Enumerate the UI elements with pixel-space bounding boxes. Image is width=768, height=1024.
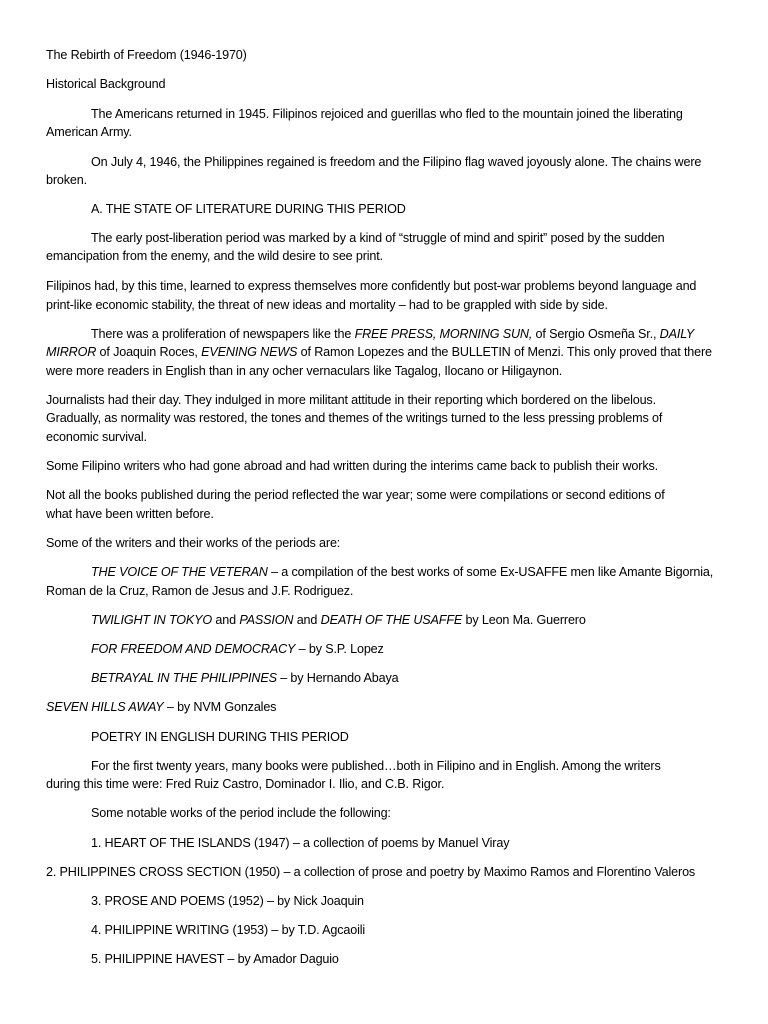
work-entry <box>91 564 713 580</box>
list-item: 5. PHILIPPINE HAVEST – by Amador Daguio <box>91 952 339 966</box>
work-title: THE VOICE OF THE VETERAN <box>91 565 268 579</box>
newspaper-title: MIRROR <box>46 345 97 359</box>
work-entry-continued: Roman de la Cruz, Ramon de Jesus and J.F. Rodriguez. <box>46 584 354 598</box>
list-item: 2. PHILIPPINES CROSS SECTION (1950) – a collection of prose and poetry by Maximo Ramos and Florentino Valeros <box>46 865 696 879</box>
list-item: 4. PHILIPPINE WRITING (1953) – by T.D. Agcaoili <box>91 923 366 937</box>
paragraph-line: For the first twenty years, many books were published…both in Filipino and in English. Among the writers <box>91 759 661 773</box>
work-title: BETRAYAL IN THE PHILIPPINES <box>91 671 277 685</box>
section-heading-state-of-literature: A. THE STATE OF LITERATURE DURING THIS PERIOD <box>91 202 406 216</box>
list-item: 3. PROSE AND POEMS (1952) – by Nick Joaquin <box>91 894 364 908</box>
text-run: – by NVM Gonzales <box>163 700 277 714</box>
paragraph-line: during this time were: Fred Ruiz Castro, Dominador I. Ilio, and C.B. Rigor. <box>46 777 445 791</box>
work-entry <box>91 641 384 657</box>
work-title: TWILIGHT IN TOKYO <box>91 613 213 627</box>
text-run: of Joaquin Roces, <box>96 345 202 359</box>
work-title: DEATH OF THE USAFFE <box>320 613 463 627</box>
text-run: of Sergio Osmeña Sr., <box>532 327 660 341</box>
paragraph-line: Filipinos had, by this time, learned to express themselves more confidently but post-war problems beyond language and <box>46 279 697 293</box>
paragraph-line: Some of the writers and their works of the periods are: <box>46 536 341 550</box>
work-title: PASSION <box>239 613 294 627</box>
paragraph-line: what have been written before. <box>46 507 214 521</box>
paragraph-line: The early post-liberation period was marked by a kind of “struggle of mind and spirit” posed by the sudden <box>91 231 665 245</box>
work-entry <box>91 612 586 628</box>
text-run: and <box>293 613 321 627</box>
paragraph-line: were more readers in English than in any ocher vernaculars like Tagalog, Ilocano or Hiligaynon. <box>46 364 563 378</box>
paragraph-line: On July 4, 1946, the Philippines regained is freedom and the Filipino flag waved joyously alone. The chains were <box>91 155 702 169</box>
newspaper-titles: FREE PRESS, MORNING SUN, <box>354 327 533 341</box>
paragraph-line: broken. <box>46 173 87 187</box>
work-entry <box>91 670 399 686</box>
paragraph-line: Some Filipino writers who had gone abroad and had written during the interims came back to publish their works. <box>46 459 658 473</box>
paragraph-line: Not all the books published during the period reflected the war year; some were compilations or second editions of <box>46 488 665 502</box>
newspaper-title: EVENING NEWS <box>201 345 298 359</box>
section-heading-poetry: POETRY IN ENGLISH DURING THIS PERIOD <box>91 730 349 744</box>
text-run: by Leon Ma. Guerrero <box>462 613 586 627</box>
text-run: – by S.P. Lopez <box>295 642 384 656</box>
paragraph-line <box>46 344 712 360</box>
paragraph-line: Some notable works of the period include the following: <box>91 806 391 820</box>
work-entry <box>46 699 276 715</box>
paragraph-line: Gradually, as normality was restored, the tones and themes of the writings turned to the less pressing problems of <box>46 411 663 425</box>
newspaper-title: DAILY <box>659 327 695 341</box>
text-run: There was a proliferation of newspapers like the <box>91 327 355 341</box>
section-heading-historical-background: Historical Background <box>46 77 166 91</box>
paragraph-line: print-like economic stability, the threat of new ideas and mortality – had to be grappled with side by side. <box>46 298 608 312</box>
text-run: and <box>212 613 240 627</box>
paragraph-line: Journalists had their day. They indulged in more militant attitude in their reporting which bordered on the libelous. <box>46 393 656 407</box>
work-title: FOR FREEDOM AND DEMOCRACY <box>91 642 296 656</box>
list-item: 1. HEART OF THE ISLANDS (1947) – a collection of poems by Manuel Viray <box>91 836 510 850</box>
text-run: – a compilation of the best works of some Ex-USAFFE men like Amante Bigornia, <box>267 565 714 579</box>
paragraph-line: emancipation from the enemy, and the wild desire to see print. <box>46 249 383 263</box>
paragraph-line: economic survival. <box>46 430 147 444</box>
paragraph-line: American Army. <box>46 125 132 139</box>
work-title: SEVEN HILLS AWAY <box>46 700 164 714</box>
text-run: of Ramon Lopezes and the BULLETIN of Menzi. This only proved that there <box>297 345 712 359</box>
paragraph-line: The Americans returned in 1945. Filipinos rejoiced and guerillas who fled to the mountain joined the liberating <box>91 107 683 121</box>
paragraph-line <box>91 326 694 342</box>
document-title: The Rebirth of Freedom (1946-1970) <box>46 48 247 62</box>
text-run: – by Hernando Abaya <box>276 671 399 685</box>
